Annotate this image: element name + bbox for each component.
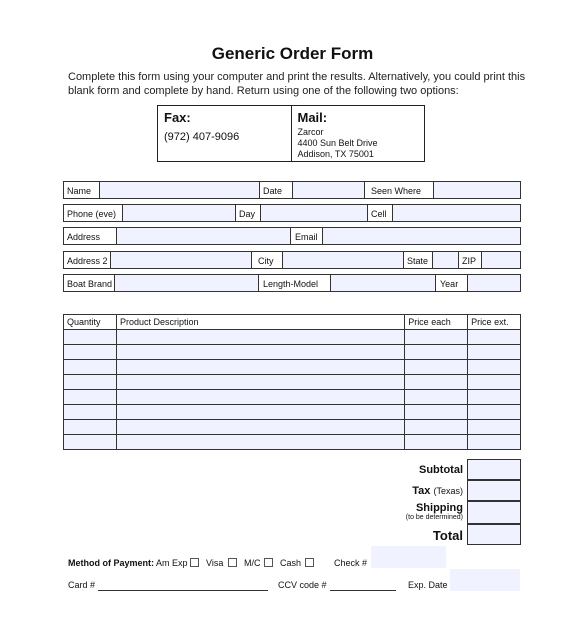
length-model-field[interactable] <box>330 275 436 291</box>
ccv-field[interactable] <box>330 580 396 591</box>
payment-method-label: Method of Payment: <box>68 558 155 568</box>
price-each-cell[interactable] <box>405 405 468 420</box>
total-field[interactable] <box>467 524 521 545</box>
subtotal-field[interactable] <box>467 459 521 480</box>
city-label: City <box>252 252 282 268</box>
name-field[interactable] <box>99 182 260 198</box>
mail-line-3: Addison, TX 75001 <box>297 149 374 159</box>
date-field[interactable] <box>292 182 365 198</box>
price-each-cell[interactable] <box>405 390 468 405</box>
shipping-label: Shipping <box>415 502 463 514</box>
address-field[interactable] <box>116 228 291 244</box>
mail-section <box>291 106 425 161</box>
cash-label: Cash <box>280 558 302 568</box>
total-label: Total <box>432 528 463 543</box>
tax-label-group <box>412 485 463 497</box>
price-each-cell[interactable] <box>405 375 468 390</box>
quantity-cell[interactable] <box>64 375 117 390</box>
cell-field[interactable] <box>392 205 520 221</box>
table-row <box>64 330 521 345</box>
quantity-cell[interactable] <box>64 360 117 375</box>
exp-date-field[interactable] <box>450 569 520 591</box>
row-address <box>63 227 521 245</box>
fax-number: (972) 407-9096 <box>164 131 240 143</box>
price-each-cell[interactable] <box>405 435 468 450</box>
price-each-cell[interactable] <box>405 345 468 360</box>
amexp-label: Am Exp <box>156 558 188 568</box>
row-name <box>63 181 521 199</box>
zip-label: ZIP <box>459 252 481 268</box>
table-row <box>64 405 521 420</box>
price-each-cell[interactable] <box>405 420 468 435</box>
row-phone <box>63 204 521 222</box>
length-model-label: Length-Model <box>259 275 330 291</box>
year-label: Year <box>436 275 467 291</box>
description-cell[interactable] <box>116 390 404 405</box>
exp-date-label: Exp. Date <box>408 580 448 590</box>
tax-note: (Texas) <box>433 486 463 496</box>
cell-label: Cell <box>368 205 392 221</box>
state-label: State <box>404 252 432 268</box>
mc-checkbox[interactable] <box>264 558 273 567</box>
col-price-each: Price each <box>405 315 468 330</box>
price-ext-cell[interactable] <box>468 345 521 360</box>
mail-label: Mail: <box>297 110 328 125</box>
fax-label: Fax: <box>164 110 191 125</box>
shipping-label-group <box>406 502 463 522</box>
price-ext-cell[interactable] <box>468 360 521 375</box>
table-row <box>64 345 521 360</box>
visa-label: Visa <box>206 558 224 568</box>
fax-section <box>158 106 291 161</box>
address-label: Address <box>64 228 116 244</box>
amexp-checkbox[interactable] <box>190 558 199 567</box>
description-cell[interactable] <box>116 405 404 420</box>
quantity-cell[interactable] <box>64 390 117 405</box>
boat-brand-label: Boat Brand <box>64 275 114 291</box>
year-field[interactable] <box>467 275 520 291</box>
check-field[interactable] <box>371 546 446 568</box>
mc-label: M/C <box>244 558 261 568</box>
quantity-cell[interactable] <box>64 420 117 435</box>
quantity-cell[interactable] <box>64 345 117 360</box>
ccv-label: CCV code # <box>278 580 327 590</box>
description-cell[interactable] <box>116 375 404 390</box>
table-row <box>64 420 521 435</box>
check-label: Check # <box>334 558 368 568</box>
seen-where-field[interactable] <box>433 182 520 198</box>
product-table <box>63 314 521 450</box>
quantity-cell[interactable] <box>64 405 117 420</box>
table-row <box>64 375 521 390</box>
seen-where-label: Seen Where <box>365 182 433 198</box>
city-field[interactable] <box>282 252 404 268</box>
price-ext-cell[interactable] <box>468 390 521 405</box>
description-cell[interactable] <box>116 345 404 360</box>
shipping-field[interactable] <box>467 501 521 524</box>
row-address2 <box>63 251 521 269</box>
description-cell[interactable] <box>116 330 404 345</box>
shipping-note: (to be determined) <box>405 514 463 521</box>
email-label: Email <box>291 228 322 244</box>
description-cell[interactable] <box>116 435 404 450</box>
email-field[interactable] <box>322 228 520 244</box>
col-price-ext: Price ext. <box>468 315 521 330</box>
table-header-row <box>64 315 521 330</box>
address2-label: Address 2 <box>64 252 110 268</box>
address2-field[interactable] <box>110 252 252 268</box>
row-boat <box>63 274 521 292</box>
zip-field[interactable] <box>481 252 520 268</box>
card-field[interactable] <box>98 580 268 591</box>
mail-line-1: Zarcor <box>297 127 324 137</box>
name-label: Name <box>64 182 99 198</box>
description-cell[interactable] <box>116 420 404 435</box>
mail-line-2: 4400 Sun Belt Drive <box>297 138 378 148</box>
price-ext-cell[interactable] <box>468 420 521 435</box>
page-title: Generic Order Form <box>211 44 374 63</box>
day-label: Day <box>236 205 260 221</box>
date-label: Date <box>260 182 292 198</box>
table-row <box>64 390 521 405</box>
intro-text: Complete this form using your computer and print the results. Alternatively, you could print this blank form and complete by hand. Return using one of the following two options: <box>68 71 526 97</box>
subtotal-label: Subtotal <box>419 464 463 476</box>
card-label: Card # <box>68 580 96 590</box>
price-ext-cell[interactable] <box>468 405 521 420</box>
phone-eve-label: Phone (eve) <box>64 205 122 221</box>
state-field[interactable] <box>432 252 459 268</box>
price-ext-cell[interactable] <box>468 330 521 345</box>
boat-brand-field[interactable] <box>114 275 259 291</box>
cash-checkbox[interactable] <box>305 558 314 567</box>
price-each-cell[interactable] <box>405 330 468 345</box>
phone-eve-field[interactable] <box>122 205 236 221</box>
col-quantity: Quantity <box>64 315 117 330</box>
tax-field[interactable] <box>467 480 521 501</box>
price-ext-cell[interactable] <box>468 435 521 450</box>
price-each-cell[interactable] <box>405 360 468 375</box>
tax-label: Tax <box>412 485 431 497</box>
day-field[interactable] <box>260 205 368 221</box>
quantity-cell[interactable] <box>64 330 117 345</box>
contact-box <box>157 105 425 162</box>
description-cell[interactable] <box>116 360 404 375</box>
visa-checkbox[interactable] <box>228 558 237 567</box>
table-row <box>64 360 521 375</box>
col-product-description: Product Description <box>116 315 404 330</box>
price-ext-cell[interactable] <box>468 375 521 390</box>
quantity-cell[interactable] <box>64 435 117 450</box>
table-row <box>64 435 521 450</box>
